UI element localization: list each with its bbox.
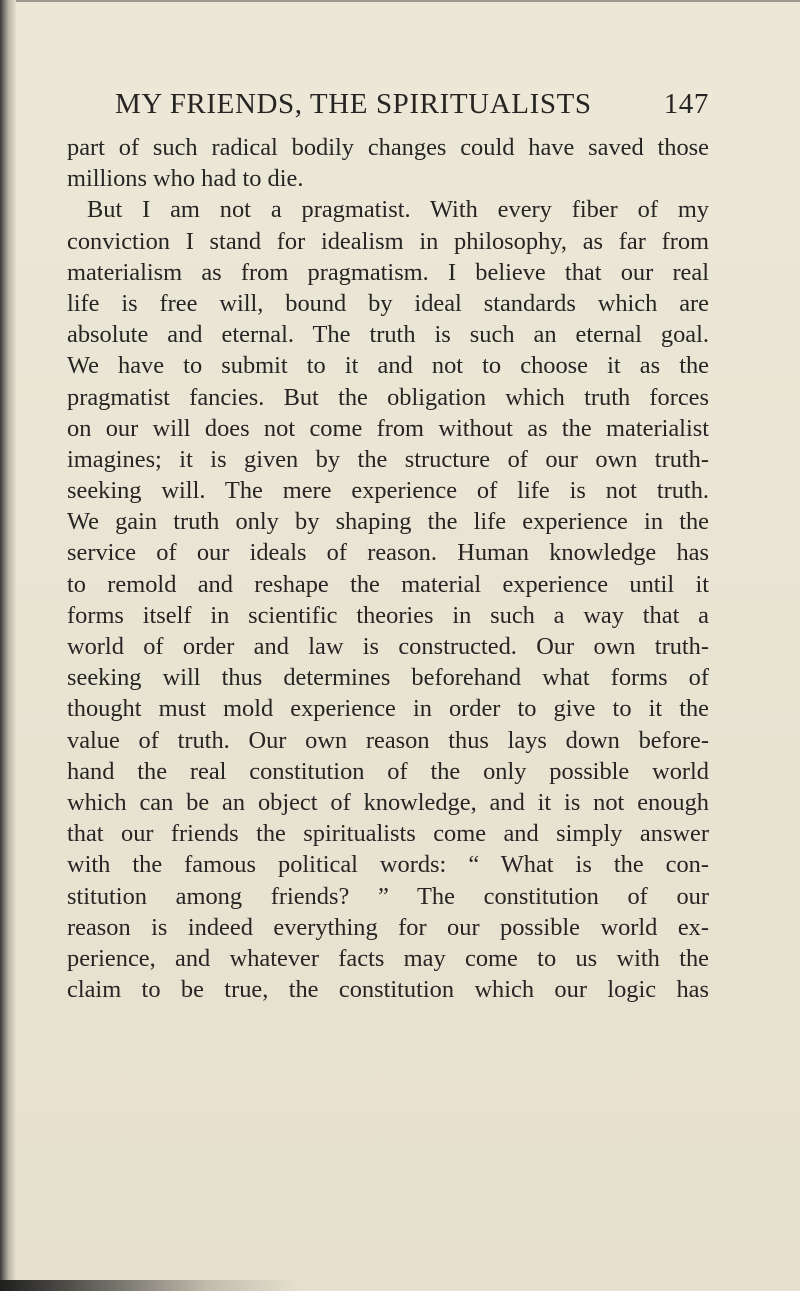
running-head [115, 88, 709, 128]
text-line: absolute and eternal. The truth is such an eternal goal. [67, 321, 709, 349]
text-line: claim to be true, the constitution which our logic has [67, 976, 709, 1004]
page-number: 147 [663, 88, 709, 120]
text-line: on our will does not come from without as the materialist [67, 414, 709, 442]
text-line: to remold and reshape the material experience until it [67, 570, 709, 598]
text-line: part of such radical bodily changes could have saved those [67, 134, 709, 161]
text-line: We gain truth only by shaping the life experience in the [67, 508, 709, 536]
text-line: which can be an object of knowledge, and it is not enough [67, 788, 709, 816]
text-line: seeking will. The mere experience of life is not truth. [67, 477, 709, 505]
top-page-edge [0, 0, 800, 2]
running-title: MY FRIENDS, THE SPIRITUALISTS [115, 88, 592, 120]
text-line: We have to submit to it and not to choose it as the [67, 352, 709, 380]
text-line: reason is indeed everything for our possible world ex- [67, 913, 709, 941]
text-line: perience, and whatever facts may come to us with the [67, 944, 709, 972]
text-line: with the famous political words: “ What is the con- [67, 851, 709, 879]
text-line: value of truth. Our own reason thus lays down before- [67, 726, 709, 754]
text-line: service of our ideals of reason. Human knowledge has [67, 539, 709, 567]
text-line: conviction I stand for idealism in philosophy, as far from [67, 227, 709, 255]
text-line: seeking will thus determines beforehand what forms of [67, 664, 709, 692]
body-text [67, 132, 709, 1005]
text-line: millions who had to die. [67, 165, 304, 193]
bottom-page-edge [0, 1280, 300, 1291]
text-line: But I am not a pragmatist. With every fiber of my [87, 196, 709, 224]
text-line: hand the real constitution of the only possible world [67, 757, 709, 785]
text-line: life is free will, bound by ideal standards which are [67, 289, 709, 317]
text-line: thought must mold experience in order to give to it the [67, 695, 709, 723]
text-line: stitution among friends? ” The constitution of our [67, 882, 709, 910]
text-line: pragmatist fancies. But the obligation which truth forces [67, 383, 709, 411]
text-line: world of order and law is constructed. Our own truth- [67, 633, 709, 660]
text-line: imagines; it is given by the structure of our own truth- [67, 445, 709, 473]
text-line: materialism as from pragmatism. I believe that our real [67, 258, 709, 286]
binding-shadow [0, 0, 16, 1291]
text-line: that our friends the spiritualists come and simply answer [67, 820, 709, 848]
text-line: forms itself in scientific theories in such a way that a [67, 601, 709, 629]
